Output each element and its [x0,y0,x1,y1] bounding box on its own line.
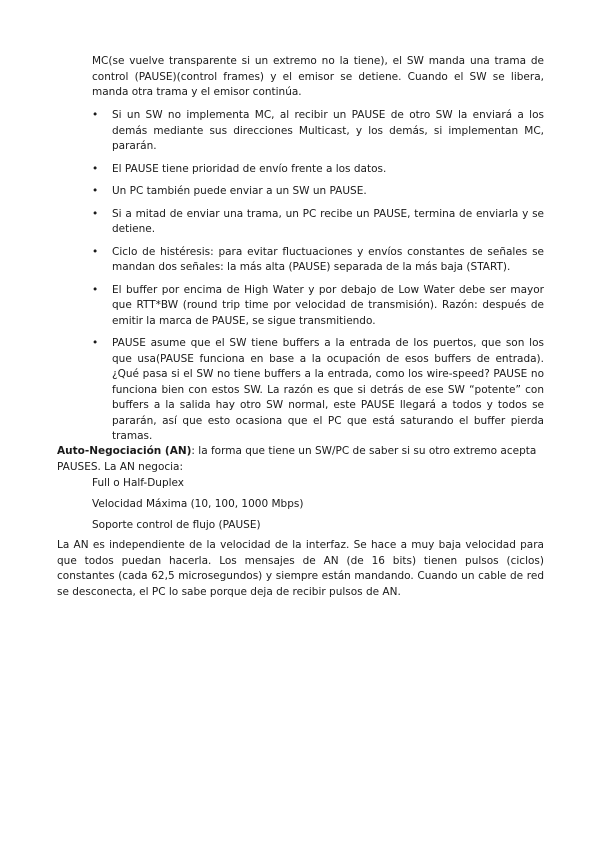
an-options-list [92,476,303,539]
bullet-text: El PAUSE tiene prioridad de envío frente a los datos. [112,162,387,175]
list-item [92,207,544,238]
an-closing-paragraph: La AN es independiente de la velocidad de la interfaz. Se hace a muy baja velocidad para que todos puedan hacerla. Los mensajes de AN (de 16 bits) tienen pulsos (ciclos) constantes (cada 62,5 microsegundos) y siempre están mandando. Cuando un cable de red se desconecta, el PC lo sabe porque deja de recibir pulsos de AN. [57,539,544,598]
bullet-icon: • [92,162,99,175]
list-item [92,184,544,200]
an-definition-paragraph [57,444,544,475]
list-item [92,108,544,155]
bullet-icon: • [92,337,99,349]
bullet-icon: • [92,283,99,296]
bullet-list [92,108,544,452]
intro-paragraph: MC(se vuelve transparente si un extremo no la tiene), el SW manda una trama de control (PAUSE)(control frames) y el emisor se detiene. Cuando el SW se libera, manda otra trama y el emisor continúa. [92,55,544,98]
bullet-text: El buffer por encima de High Water y por debajo de Low Water debe ser mayor que RTT*BW (round trip time por velocidad de transmisión). Razón: después de emitir la marca de PAUSE, se sigue transmitiendo. [112,283,544,327]
bullet-text: Si a mitad de enviar una trama, un PC recibe un PAUSE, termina de enviarla y se detiene. [112,207,544,235]
list-item [92,283,544,330]
an-term: Auto-Negociación (AN) [57,445,192,457]
list-item: Soporte control de flujo (PAUSE) [92,519,261,531]
list-item: Velocidad Máxima (10, 100, 1000 Mbps) [92,498,304,510]
bullet-text: Ciclo de histéresis: para evitar fluctuaciones y envíos constantes de señales se mandan dos señales: la más alta (PAUSE) separada de la más baja (START). [112,245,544,273]
bullet-text: PAUSE asume que el SW tiene buffers a la entrada de los puertos, que son los que usa(PAUSE funciona en base a la ocupación de esos buffers de entrada). ¿Qué pasa si el SW no tiene buffers a la entrada, como los wire-speed? PAUSE no funciona bien con estos SW. La razón es que si detrás de ese SW “potente” con buffers a la salida hay otro SW normal, este PAUSE llegará a todos y todos se pararán, así que esto ocasiona que el PC que está saturando el buffer pierda tramas. [112,337,544,442]
bullet-text: Un PC también puede enviar a un SW un PAUSE. [112,185,367,197]
bullet-icon: • [92,185,99,197]
bullet-icon: • [92,109,99,121]
bullet-icon: • [92,207,99,220]
list-item: Full o Half-Duplex [92,477,185,489]
list-item [92,245,544,276]
bullet-icon: • [92,245,99,258]
an-definition: : la forma que tiene un SW/PC de saber si su otro extremo acepta PAUSES. La AN negocia: [57,445,537,473]
bullet-text: Si un SW no implementa MC, al recibir un PAUSE de otro SW la enviará a los demás mediante sus direcciones Multicast, y los demás, si implementan MC, pararán. [112,109,544,152]
list-item [92,336,544,445]
list-item [92,162,544,178]
